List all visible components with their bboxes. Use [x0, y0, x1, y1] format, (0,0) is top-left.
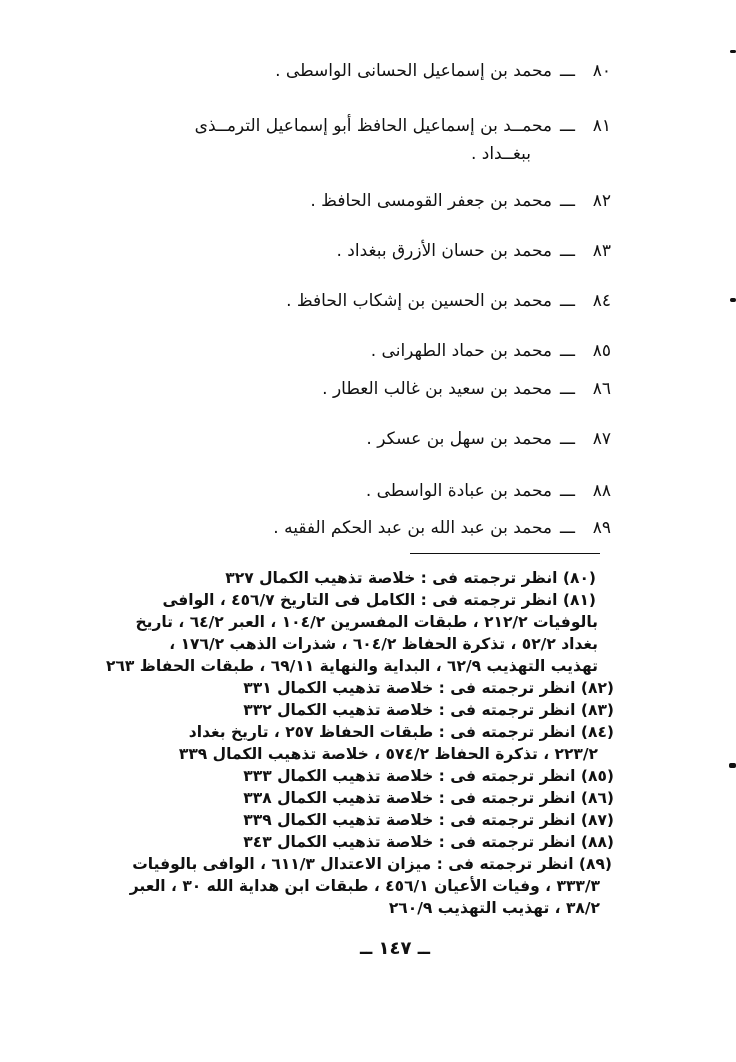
scan-edge-mark: [730, 298, 736, 302]
footnote-line: (٨٠) انظر ترجمته فى : خلاصة تذهيب الكمال ٣٢٧: [225, 569, 596, 587]
entry-number: ٨٨: [592, 481, 611, 501]
entry-text: محمــد بن إسماعيل الحافظ أبو إسماعيل الترمــذى: [194, 116, 553, 136]
entry-dash: ـــ: [560, 61, 575, 81]
footnote-line: ٣٨/٢ ، تهذيب التهذيب ٢٦٠/٩: [388, 899, 600, 917]
entry-number: ٨٤: [592, 291, 611, 311]
footnote-line: بالوفيات ٢١٢/٢ ، طبقات المفسرين ١٠٤/٢ ، العبر ٦٤/٢ ، تاريخ: [135, 613, 598, 631]
footnote-line: ٢٢٣/٢ ، تذكرة الحفاظ ٥٧٤/٢ ، خلاصة تذهيب الكمال ٣٣٩: [178, 745, 598, 763]
entry-86: [322, 378, 611, 400]
footnote-line: (٨٥) انظر ترجمته فى : خلاصة تذهيب الكمال ٣٣٣: [243, 767, 614, 785]
entry-83: [336, 240, 611, 262]
entry-82: [310, 190, 611, 212]
entry-89: [273, 517, 611, 539]
entry-85: [371, 340, 611, 362]
entry-number: ٨٣: [592, 241, 611, 261]
entry-number: ٨٩: [592, 518, 611, 538]
entry-dash: ـــ: [560, 341, 575, 361]
footnote-line: (٨٨) انظر ترجمته فى : خلاصة تذهيب الكمال ٣٤٣: [243, 833, 614, 851]
entry-number: ٨٥: [592, 341, 611, 361]
footnote-line: تهذيب التهذيب ٦٢/٩ ، البداية والنهاية ٦٩/١١ ، طبقات الحفاظ ٢٦٣: [106, 657, 598, 675]
entry-dash: ـــ: [560, 241, 575, 261]
footnote-line: (٨٧) انظر ترجمته فى : خلاصة تذهيب الكمال ٣٣٩: [243, 811, 614, 829]
entry-88: [366, 480, 611, 502]
entry-84: [286, 290, 611, 312]
entry-dash: ـــ: [560, 116, 575, 136]
entry-number: ٨٢: [592, 191, 611, 211]
entry-80: [275, 60, 611, 82]
entry-number: ٨٧: [592, 429, 611, 449]
entry-text: محمد بن حماد الطهرانى .: [370, 341, 553, 361]
entry-text: محمد بن حسان الأزرق ببغداد .: [336, 241, 553, 261]
entry-text: محمد بن سعيد بن غالب العطار .: [322, 379, 553, 399]
entry-number: ٨٦: [592, 379, 611, 399]
footnote-line: (٨٤) انظر ترجمته فى : طبقات الحفاظ ٢٥٧ ، تاريخ بغداد: [188, 723, 614, 741]
entry-text: محمد بن سهل بن عسكر .: [366, 429, 553, 449]
entry-dash: ـــ: [560, 429, 575, 449]
entry-81: [195, 115, 611, 165]
entry-text: محمد بن إسماعيل الحسانى الواسطى .: [275, 61, 553, 81]
entry-number: ٨١: [592, 116, 611, 136]
entry-text: محمد بن عبادة الواسطى .: [365, 481, 553, 501]
entry-number: ٨٠: [592, 61, 611, 81]
entry-dash: ـــ: [560, 481, 575, 501]
footnote-line: بغداد ٥٢/٢ ، تذكرة الحفاظ ٦٠٤/٢ ، شذرات الذهب ١٧٦/٢ ،: [169, 635, 598, 653]
scan-edge-mark: [729, 763, 736, 768]
footnote-line: (٨٩) انظر ترجمته فى : ميزان الاعتدال ٦١١/٣ ، الوافى بالوفيات: [132, 855, 612, 873]
entry-dash: ـــ: [560, 291, 575, 311]
entry-text: محمد بن عبد الله بن عبد الحكم الفقيه .: [273, 518, 553, 538]
entry-text: محمد بن الحسين بن إشكاب الحافظ .: [286, 291, 553, 311]
entry-text: محمد بن جعفر القومسى الحافظ .: [310, 191, 553, 211]
footnote-line: ٣٣٣/٣ ، وفيات الأعيان ٤٥٦/١ ، طبقات ابن هداية الله ٣٠ ، العبر: [129, 877, 600, 895]
page-number: ــ ١٤٧ ــ: [359, 938, 431, 959]
footnote-line: (٨٢) انظر ترجمته فى : خلاصة تذهيب الكمال ٣٣١: [243, 679, 614, 697]
entry-continuation: ببغــداد .: [470, 144, 531, 164]
entry-dash: ـــ: [560, 379, 575, 399]
footnote-line: (٨٣) انظر ترجمته فى : خلاصة تذهيب الكمال ٣٣٢: [243, 701, 614, 719]
footnote-line: (٨٦) انظر ترجمته فى : خلاصة تذهيب الكمال ٣٣٨: [243, 789, 614, 807]
entry-dash: ـــ: [560, 518, 575, 538]
entry-dash: ـــ: [560, 191, 575, 211]
entry-87: [366, 428, 611, 450]
scan-edge-mark: [730, 50, 736, 53]
footnote-line: (٨١) انظر ترجمته فى : الكامل فى التاريخ ٤٥٦/٧ ، الوافى: [162, 591, 596, 609]
footnote-divider: [410, 553, 600, 554]
